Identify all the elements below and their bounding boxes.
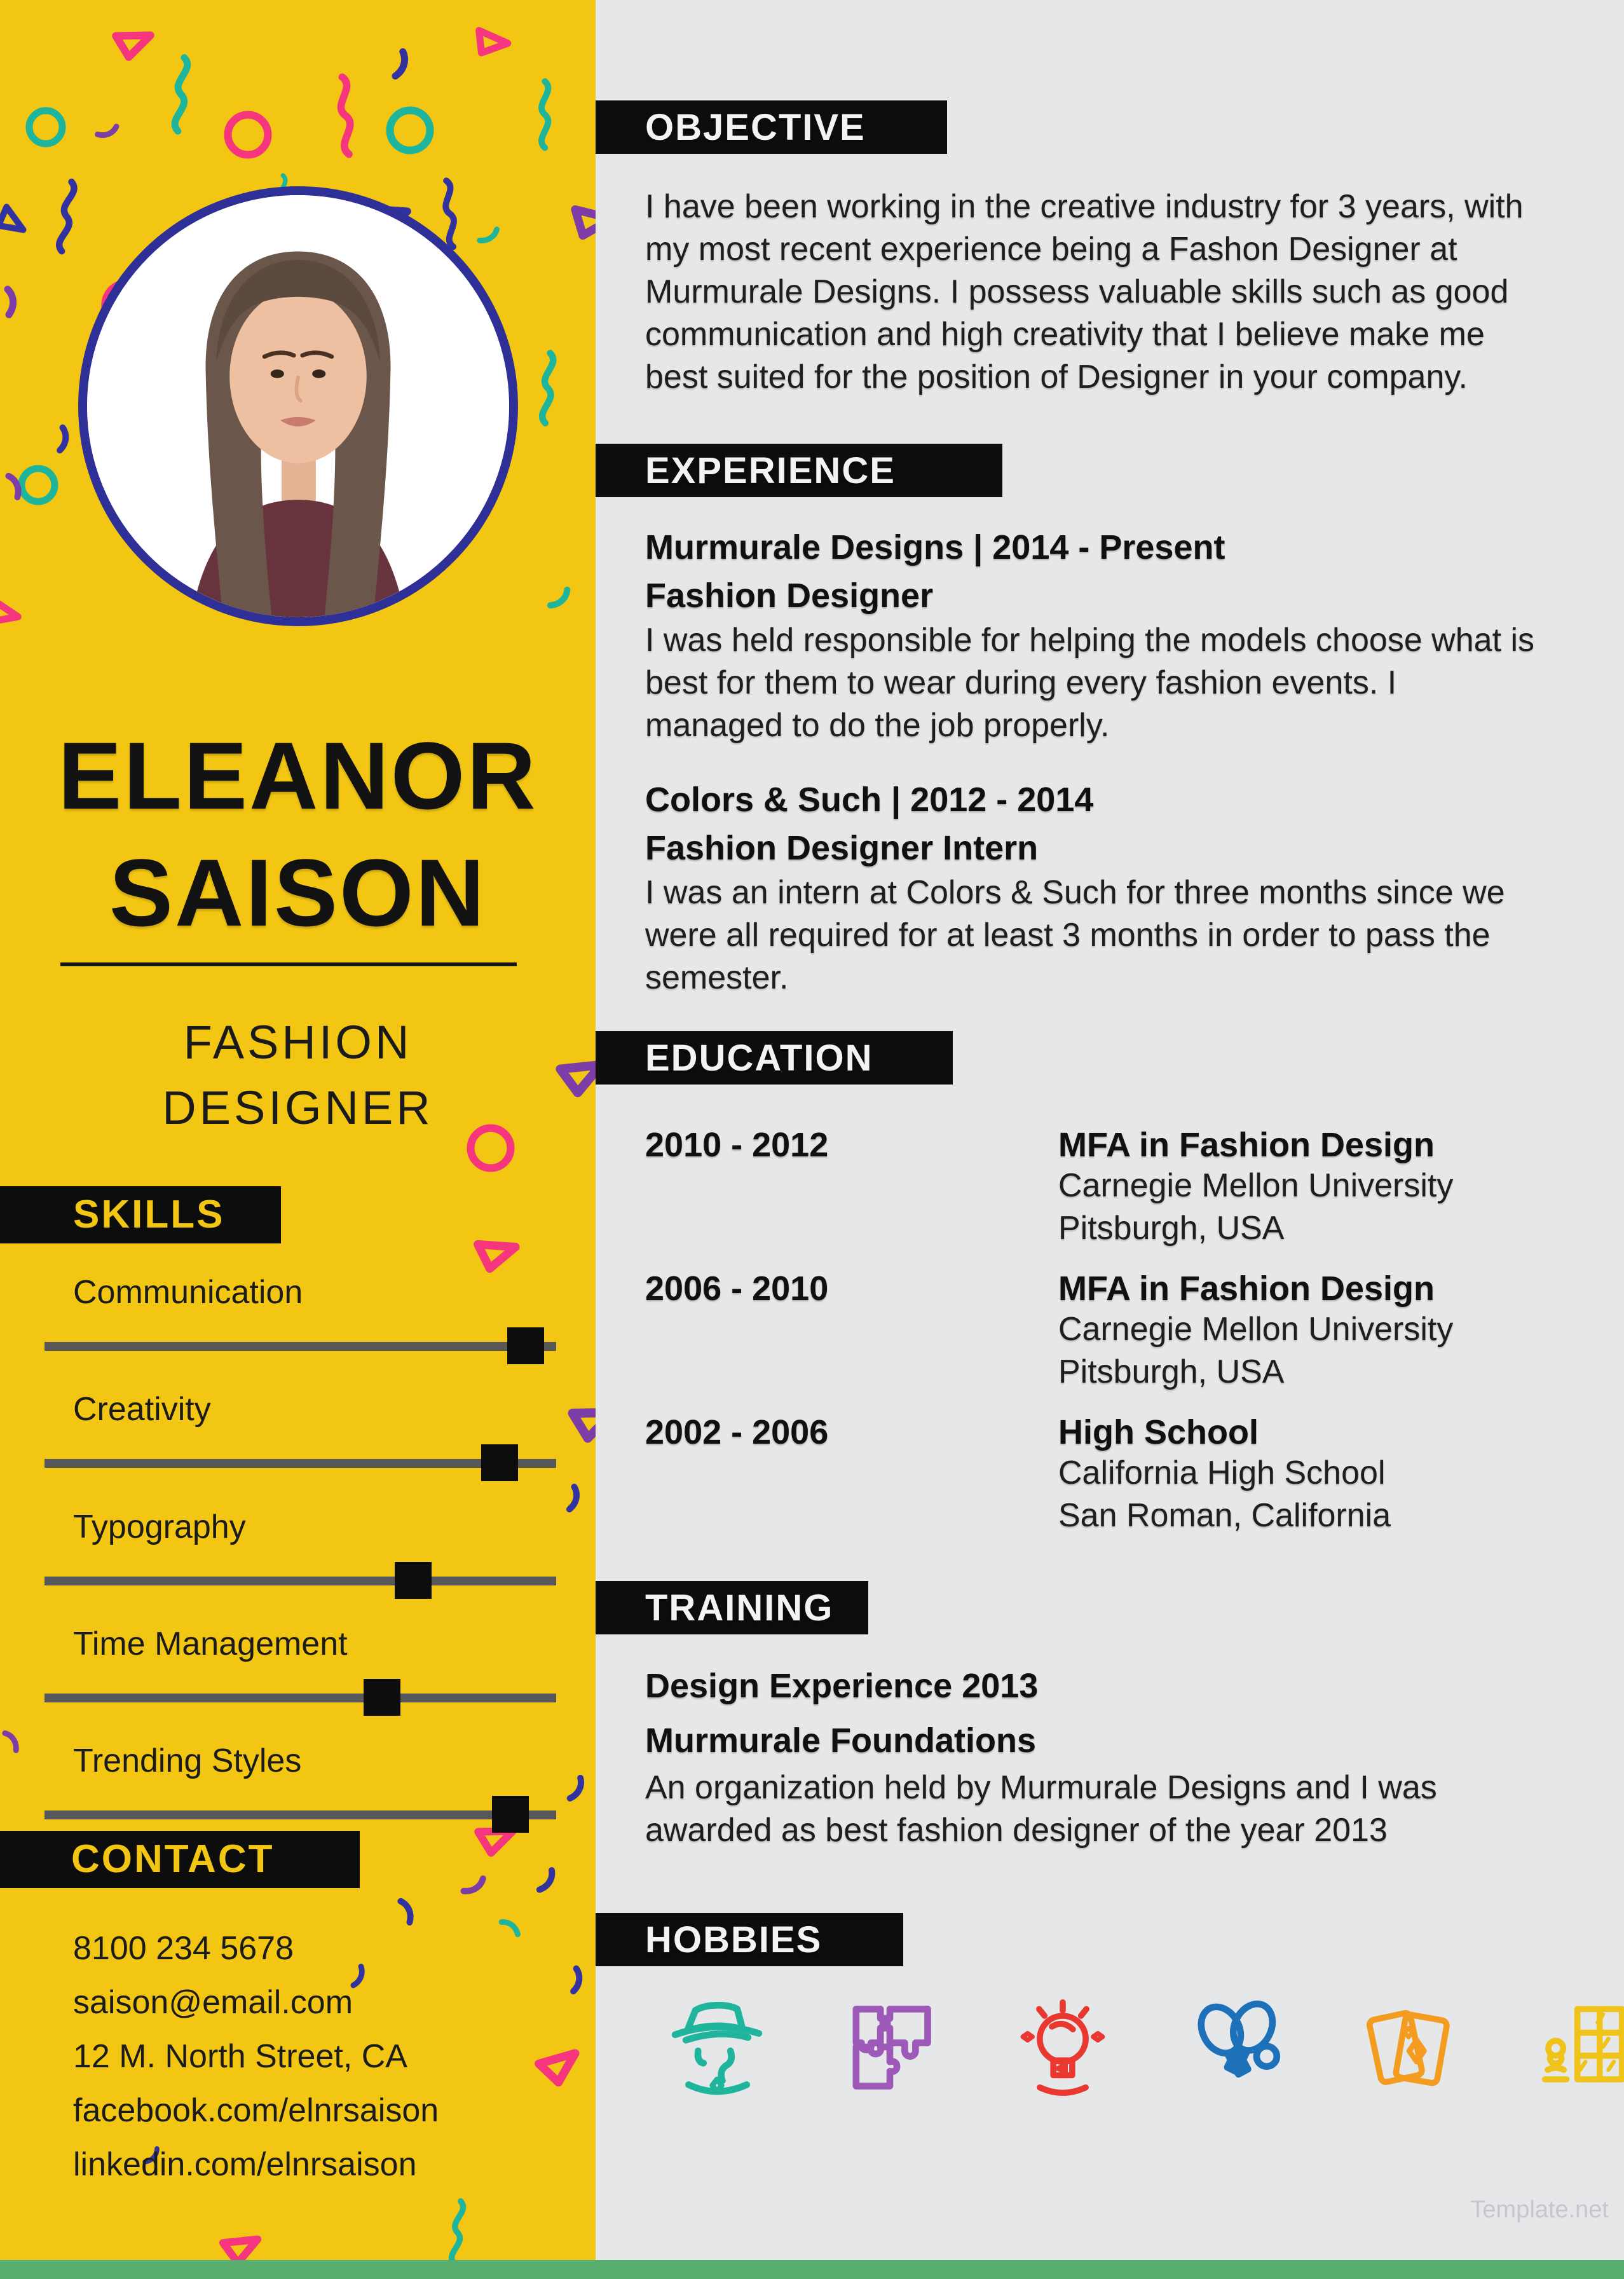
education-school: Carnegie Mellon University: [1058, 1167, 1454, 1204]
education-dates: 2010 - 2012: [645, 1126, 829, 1164]
name-last: SAISON: [109, 839, 487, 946]
education-details: [1058, 1413, 1391, 1537]
skill-label: Creativity: [73, 1391, 211, 1428]
skill-slider-track: [44, 1342, 556, 1351]
portrait-illustration: [87, 195, 509, 617]
skill-slider-track: [44, 1694, 556, 1702]
contact-phone: 8100 234 5678: [73, 1930, 294, 1967]
main-column: [596, 0, 1624, 2102]
puzzle-icon: [836, 1994, 944, 2102]
experience-role: Fashion Designer Intern: [645, 829, 1039, 867]
training-title: Design Experience 2013: [645, 1667, 1039, 1705]
skill-slider-knob: [364, 1679, 400, 1716]
contact-facebook-link[interactable]: facebook.com/elnrsaison: [73, 2092, 439, 2129]
education-location: Pitsburgh, USA: [1058, 1353, 1285, 1390]
person-name: [0, 717, 596, 951]
skill-slider-knob: [481, 1444, 518, 1481]
objective-text: I have been working in the creative industry for 3 years, with my most recent experience being a Fashon Designer at Murmurale Designs. I possess valuable skills such as good communication and high creativity that I believe make me best suited for the position of Designer in your company.: [645, 188, 1524, 395]
name-first: ELEANOR: [58, 722, 538, 829]
education-school: California High School: [1058, 1454, 1386, 1491]
skill-label: Trending Styles: [73, 1742, 302, 1779]
training-organization: Murmurale Foundations: [645, 1721, 1037, 1760]
hobbies-section-heading: HOBBIES: [596, 1913, 903, 1966]
skill-label: Time Management: [73, 1625, 348, 1662]
education-row: [645, 1269, 1624, 1393]
experience-description: I was held responsible for helping the models choose what is best for them to wear during every fashion events. I managed to do the job properly.: [645, 622, 1535, 744]
education-degree: MFA in Fashion Design: [1058, 1270, 1435, 1308]
experience-section-heading: EXPERIENCE: [596, 444, 1002, 497]
contact-email[interactable]: saison@email.com: [73, 1984, 353, 2021]
education-location: San Roman, California: [1058, 1497, 1391, 1534]
experience-description: I was an intern at Colors & Such for three months since we were all required for at least 3 months in order to pass the semester.: [645, 874, 1505, 996]
training-description: An organization held by Murmurale Designs and I was awarded as best fashion designer of the year 2013: [645, 1769, 1437, 1849]
skill-slider-track: [44, 1810, 556, 1819]
skill-slider-knob: [507, 1327, 544, 1364]
experience-entry: [645, 528, 1624, 747]
education-details: [1058, 1269, 1453, 1393]
detective-icon: [663, 1994, 771, 2102]
job-title-line1: FASHION: [183, 1016, 413, 1069]
education-section-heading: EDUCATION: [596, 1031, 953, 1085]
experience-entry: [645, 780, 1624, 999]
chess-icon: [1527, 1994, 1624, 2102]
skill-label: Communication: [73, 1274, 303, 1311]
education-school: Carnegie Mellon University: [1058, 1311, 1454, 1348]
contact-linkedin-link[interactable]: linkedin.com/elnrsaison: [73, 2146, 417, 2183]
idea-bulb-icon: [1009, 1994, 1117, 2102]
profile-photo: [78, 186, 518, 626]
skill-label: Typography: [73, 1509, 246, 1545]
education-row: [645, 1413, 1624, 1537]
education-dates: 2006 - 2010: [645, 1270, 829, 1308]
education-dates: 2002 - 2006: [645, 1413, 829, 1451]
training-section-heading: TRAINING: [596, 1581, 868, 1634]
skill-slider-track: [44, 1577, 556, 1585]
education-degree: High School: [1058, 1413, 1259, 1451]
education-row: [645, 1125, 1624, 1250]
education-location: Pitsburgh, USA: [1058, 1210, 1285, 1247]
experience-company-dates: Murmurale Designs | 2014 - Present: [645, 528, 1225, 566]
contact-address: 12 M. North Street, CA: [73, 2038, 407, 2075]
education-details: [1058, 1125, 1453, 1250]
experience-company-dates: Colors & Such | 2012 - 2014: [645, 781, 1094, 819]
job-title: [0, 1009, 596, 1140]
experience-role: Fashion Designer: [645, 577, 934, 615]
skill-slider-knob: [492, 1796, 529, 1833]
footer-bar: [0, 2260, 1624, 2279]
playing-cards-icon: [1354, 1994, 1463, 2102]
table-tennis-icon: [1182, 1994, 1290, 2102]
hobby-icons-row: [596, 1994, 1624, 2102]
name-divider: [60, 962, 517, 966]
sidebar: [0, 0, 596, 2279]
template-watermark: Template.net: [1470, 2196, 1609, 2223]
contact-heading: CONTACT: [0, 1831, 360, 1888]
skills-heading: SKILLS: [0, 1186, 281, 1243]
job-title-line2: DESIGNER: [162, 1081, 433, 1134]
skill-slider-track: [44, 1459, 556, 1468]
education-degree: MFA in Fashion Design: [1058, 1126, 1435, 1164]
skill-slider-knob: [395, 1562, 432, 1599]
objective-section-heading: OBJECTIVE: [596, 100, 947, 154]
